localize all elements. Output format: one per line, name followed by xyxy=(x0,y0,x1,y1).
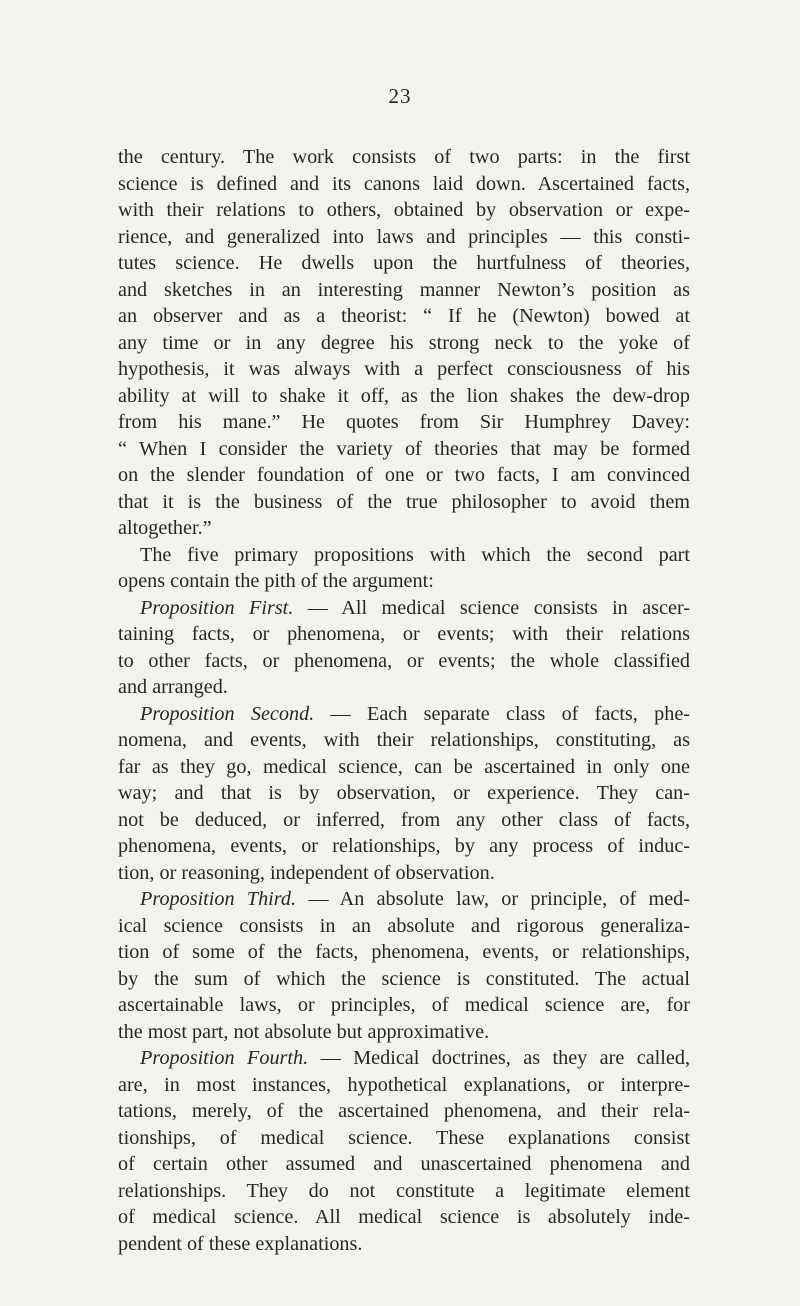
text-line xyxy=(118,701,690,728)
text-line: way; and that is by observation, or experience. They can- xyxy=(118,782,690,804)
text-line: tion of some of the facts, phenomena, events, or relationships, xyxy=(118,941,690,963)
body-text xyxy=(118,144,690,1257)
text-line: ascertainable laws, or principles, of medical science are, for xyxy=(118,994,690,1016)
text-line: not be deduced, or inferred, from any other class of facts, xyxy=(118,808,690,831)
text-line: nomena, and events, with their relationships, constituting, as xyxy=(118,729,690,751)
text-line: to other facts, or phenomena, or events; the whole classified xyxy=(118,649,690,672)
text-line: by the sum of which the science is constituted. The actual xyxy=(118,967,690,990)
text-line: rience, and generalized into laws and principles — this consti- xyxy=(118,225,690,248)
text-line xyxy=(118,1045,690,1072)
proposition-heading: Proposition Second. xyxy=(140,702,315,725)
text-line: opens contain the pith of the argument: xyxy=(118,570,434,592)
text-line xyxy=(118,886,690,913)
text-line: The five primary propositions with which the second part xyxy=(140,543,690,566)
proposition-heading: Proposition Third. xyxy=(140,888,297,910)
text-line: “ When I consider the variety of theories that may be formed xyxy=(118,437,690,460)
text-line: from his mane.” He quotes from Sir Humphrey Davey: xyxy=(118,411,690,433)
proposition-text: — Each separate class of facts, phe- xyxy=(314,702,690,725)
text-line: hypothesis, it was always with a perfect consciousness of his xyxy=(118,358,690,380)
text-line: of certain other assumed and unascertained phenomena and xyxy=(118,1153,690,1175)
text-line: relationships. They do not constitute a legitimate element xyxy=(118,1179,690,1202)
text-line xyxy=(118,595,690,622)
page-number: 23 xyxy=(388,84,412,108)
proposition-heading: Proposition Fourth. xyxy=(140,1047,309,1069)
text-line: that it is the business of the true philosopher to avoid them xyxy=(118,490,690,513)
text-line: tionships, of medical science. These explanations consist xyxy=(118,1126,690,1149)
text-line: ability at will to shake it off, as the lion shakes the dew-drop xyxy=(118,384,690,407)
text-line: pendent of these explanations. xyxy=(118,1232,363,1255)
text-line: with their relations to others, obtained by observation or expe- xyxy=(118,199,690,221)
text-line: any time or in any degree his strong neck to the yoke of xyxy=(118,331,690,354)
text-line: are, in most instances, hypothetical explanations, or interpre- xyxy=(118,1073,690,1096)
text-line: ical science consists in an absolute and rigorous generaliza- xyxy=(118,914,690,937)
text-line: the century. The work consists of two parts: in the first xyxy=(118,146,690,168)
text-line: tion, or reasoning, independent of observation. xyxy=(118,861,495,884)
text-line: of medical science. All medical science is absolutely inde- xyxy=(118,1206,690,1228)
text-line: and arranged. xyxy=(118,676,228,698)
text-line: on the slender foundation of one or two facts, I am convinced xyxy=(118,464,690,486)
text-line: phenomena, events, or relationships, by any process of induc- xyxy=(118,835,690,857)
text-line: altogether.” xyxy=(118,517,212,539)
proposition-text: — All medical science consists in ascer- xyxy=(293,596,690,619)
text-line: and sketches in an interesting manner Newton’s position as xyxy=(118,278,690,301)
proposition-text: — An absolute law, or principle, of med- xyxy=(296,888,690,910)
text-line: the most part, not absolute but approximative. xyxy=(118,1020,490,1043)
text-line: science is defined and its canons laid down. Ascertained facts, xyxy=(118,172,690,195)
text-line: tutes science. He dwells upon the hurtfulness of theories, xyxy=(118,252,690,274)
text-line: taining facts, or phenomena, or events; with their relations xyxy=(118,623,690,645)
proposition-text: — Medical doctrines, as they are called, xyxy=(308,1047,690,1069)
text-line: tations, merely, of the ascertained phenomena, and their rela- xyxy=(118,1100,690,1122)
proposition-heading: Proposition First. xyxy=(140,596,294,619)
text-line: an observer and as a theorist: “ If he (Newton) bowed at xyxy=(118,305,690,327)
text-line: far as they go, medical science, can be ascertained in only one xyxy=(118,755,690,778)
